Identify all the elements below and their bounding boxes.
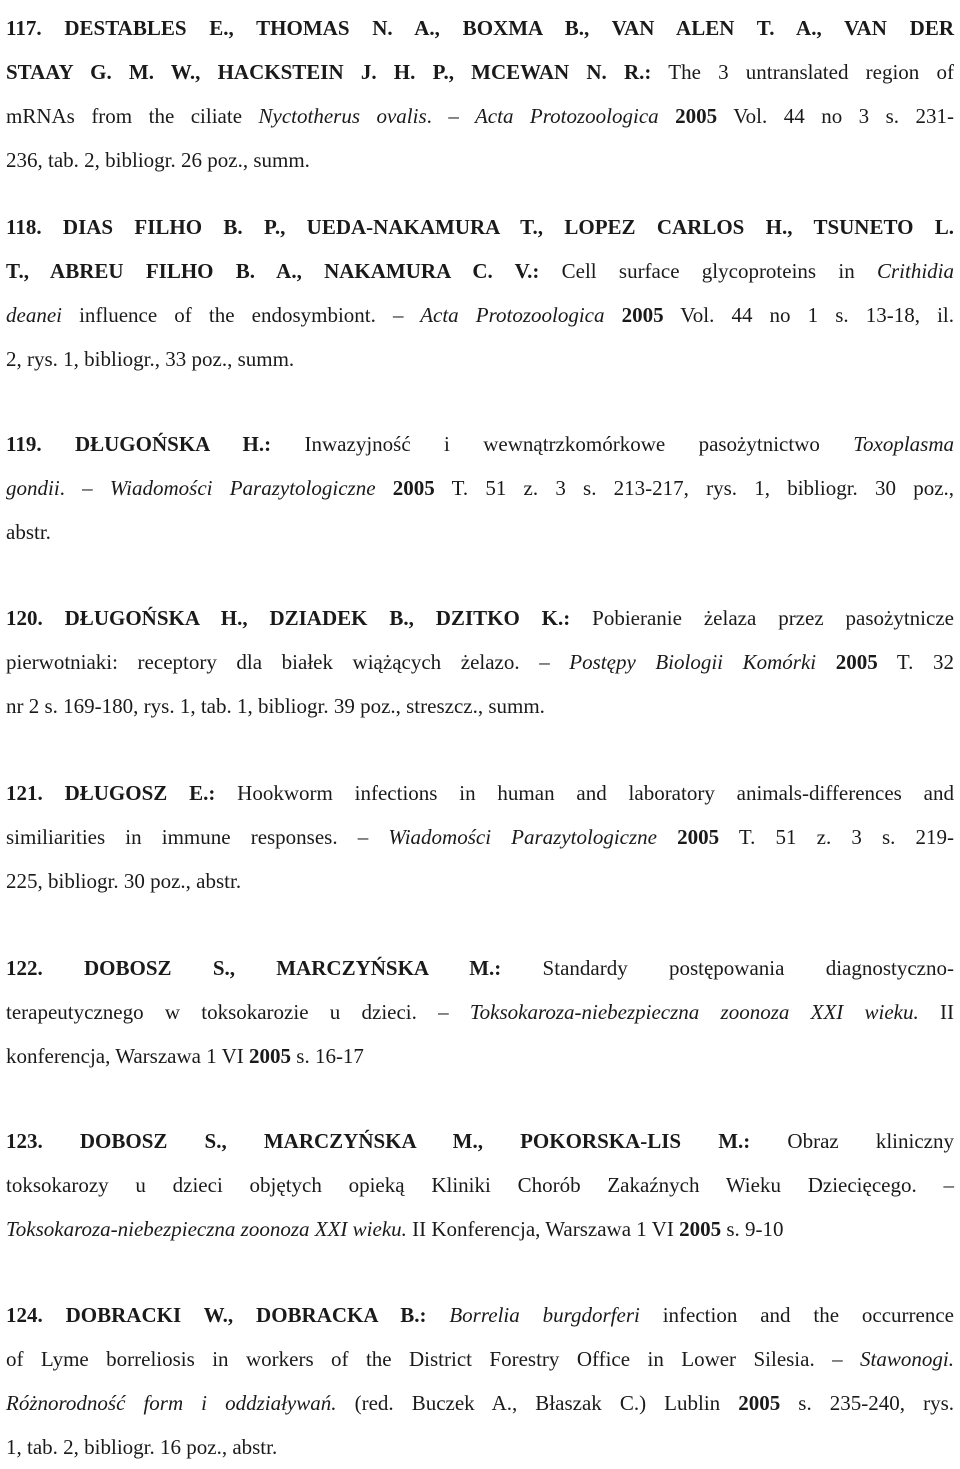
entry-line (6, 422, 954, 466)
text-segment: nr 2 s. 169-180, rys. 1, tab. 1, bibliogr. 39 poz., streszcz., summ. (6, 694, 545, 718)
text-segment: T. 51 z. 3 s. 213-217, rys. 1, bibliogr. 30 poz., (434, 476, 955, 500)
entry-121 (6, 771, 954, 903)
bold-text: 124. DOBRACKI W., DOBRACKA B.: (6, 1303, 427, 1327)
text-segment (376, 476, 393, 500)
text-segment: 225, bibliogr. 30 poz., abstr. (6, 869, 242, 893)
entry-line (6, 1381, 954, 1425)
italic-text: Borrelia burgdorferi (449, 1303, 640, 1327)
text-segment: 236, tab. 2, bibliogr. 26 poz., summ. (6, 148, 310, 172)
text-segment: Cell surface glycoproteins in (539, 259, 877, 283)
text-segment (657, 825, 677, 849)
entry-line (6, 6, 954, 50)
bold-text: 119. DŁUGOŃSKA H.: (6, 432, 272, 456)
italic-text: – Acta Protozoologica (392, 303, 605, 327)
text-segment: Standardy postępowania diagnostyczno- (501, 956, 954, 980)
italic-text: – Postępy Biologii Komórki (539, 650, 817, 674)
entry-line (6, 138, 954, 182)
text-segment: s. 9-10 (721, 1217, 784, 1241)
text-segment: Vol. 44 no 3 s. 231- (717, 104, 955, 128)
entry-122 (6, 946, 954, 1078)
italic-text: Toxoplasma (853, 432, 955, 456)
text-segment: s. 16-17 (291, 1044, 364, 1068)
entry-line (6, 249, 954, 293)
entry-line (6, 466, 954, 510)
italic-text: gondii (6, 476, 60, 500)
bold-text: T., ABREU FILHO B. A., NAKAMURA C. V.: (6, 259, 540, 283)
text-segment: . (59, 476, 83, 500)
italic-text: – Acta Protozoologica (448, 104, 659, 128)
text-segment: The 3 untranslated region of (651, 60, 954, 84)
bold-text: 2005 (621, 303, 664, 327)
entry-119 (6, 422, 954, 554)
text-segment: toksokarozy u dzieci objętych opieką Kliniki Chorób Zakaźnych Wieku Dziecięcego. – (6, 1173, 954, 1197)
bold-text: 2005 (677, 825, 720, 849)
bold-text: 2005 (675, 104, 718, 128)
text-segment: T. 32 (877, 650, 955, 674)
entry-line (6, 1293, 954, 1337)
entry-line (6, 990, 954, 1034)
entry-118 (6, 205, 954, 381)
text-segment: infection and the occurrence (639, 1303, 954, 1327)
bold-text: 2005 (835, 650, 878, 674)
text-segment (816, 650, 836, 674)
italic-text: – Toksokaroza-niebezpieczna zoonoza XXI wieku. (438, 1000, 919, 1024)
text-segment: 2, rys. 1, bibliogr., 33 poz., summ. (6, 347, 295, 371)
entry-line (6, 946, 954, 990)
italic-text: Różnorodność form i oddziaływań. (6, 1391, 337, 1415)
text-segment: terapeutycznego w toksokarozie u dzieci. (6, 1000, 439, 1024)
text-segment: mRNAs from the ciliate (6, 104, 259, 128)
text-segment: (red. Buczek A., Błaszak C.) Lublin (336, 1391, 739, 1415)
entry-line (6, 50, 954, 94)
italic-text: Nyctotherus ovalis (258, 104, 427, 128)
bold-text: 122. DOBOSZ S., MARCZYŃSKA M.: (6, 956, 502, 980)
text-segment: . (426, 104, 449, 128)
entry-124 (6, 1293, 954, 1469)
entry-line (6, 205, 954, 249)
text-segment: II Konferencja, Warszawa 1 VI (406, 1217, 680, 1241)
bold-text: 2005 (679, 1217, 722, 1241)
text-segment: pierwotniaki: receptory dla białek wiążących żelazo. (6, 650, 540, 674)
entry-line (6, 1337, 954, 1381)
italic-text: deanei (6, 303, 62, 327)
bold-text: 121. DŁUGOSZ E.: (6, 781, 216, 805)
italic-text: – Wiadomości Parazytologiczne (357, 825, 657, 849)
entry-line (6, 640, 954, 684)
entry-120 (6, 596, 954, 728)
text-segment: Pobieranie żelaza przez pasożytnicze (570, 606, 954, 630)
bold-text: 2005 (738, 1391, 781, 1415)
text-segment: of Lyme borreliosis in workers of the District Forestry Office in Lower Silesia. (6, 1347, 833, 1371)
bold-text: 120. DŁUGOŃSKA H., DZIADEK B., DZITKO K.: (6, 606, 571, 630)
text-segment: Inwazyjność i wewnątrzkomórkowe pasożytnictwo (271, 432, 854, 456)
text-segment: Hookworm infections in human and laboratory animals-differences and (215, 781, 954, 805)
entry-line (6, 859, 954, 903)
entry-line (6, 1119, 954, 1163)
bold-text: 117. DESTABLES E., THOMAS N. A., BOXMA B., VAN ALEN T. A., VAN DER (6, 16, 954, 40)
text-segment (427, 1303, 450, 1327)
bold-text: STAAY G. M. W., HACKSTEIN J. H. P., MCEWAN N. R.: (6, 60, 652, 84)
text-segment: konferencja, Warszawa 1 VI (6, 1044, 250, 1068)
text-segment: similiarities in immune responses. (6, 825, 358, 849)
bold-text: 123. DOBOSZ S., MARCZYŃSKA M., POKORSKA-LIS M.: (6, 1129, 751, 1153)
entry-123 (6, 1119, 954, 1251)
text-segment: Obraz kliniczny (750, 1129, 954, 1153)
entry-line (6, 771, 954, 815)
italic-text: – Stawonogi. (832, 1347, 954, 1371)
entry-line (6, 1425, 954, 1469)
text-segment: Vol. 44 no 1 s. 13-18, il. (663, 303, 954, 327)
entry-line (6, 684, 954, 728)
text-segment (605, 303, 622, 327)
entry-line (6, 94, 954, 138)
bold-text: 2005 (392, 476, 435, 500)
entry-line (6, 293, 954, 337)
entry-line (6, 596, 954, 640)
text-segment: s. 235-240, rys. (780, 1391, 954, 1415)
italic-text: – Wiadomości Parazytologiczne (82, 476, 376, 500)
text-segment: II (918, 1000, 954, 1024)
text-segment (659, 104, 675, 128)
entry-line (6, 337, 954, 381)
entry-line (6, 1207, 954, 1251)
bold-text: 118. DIAS FILHO B. P., UEDA-NAKAMURA T., LOPEZ CARLOS H., TSUNETO L. (6, 215, 954, 239)
italic-text: Crithidia (876, 259, 955, 283)
entry-line (6, 1163, 954, 1207)
bold-text: 2005 (249, 1044, 292, 1068)
text-segment: 1, tab. 2, bibliogr. 16 poz., abstr. (6, 1435, 278, 1459)
italic-text: Toksokaroza-niebezpieczna zoonoza XXI wieku. (6, 1217, 407, 1241)
text-segment: abstr. (6, 520, 51, 544)
entry-line (6, 510, 954, 554)
entry-line (6, 1034, 954, 1078)
entry-117 (6, 6, 954, 182)
text-segment: influence of the endosymbiont. (61, 303, 393, 327)
entry-line (6, 815, 954, 859)
text-segment: T. 51 z. 3 s. 219- (719, 825, 954, 849)
